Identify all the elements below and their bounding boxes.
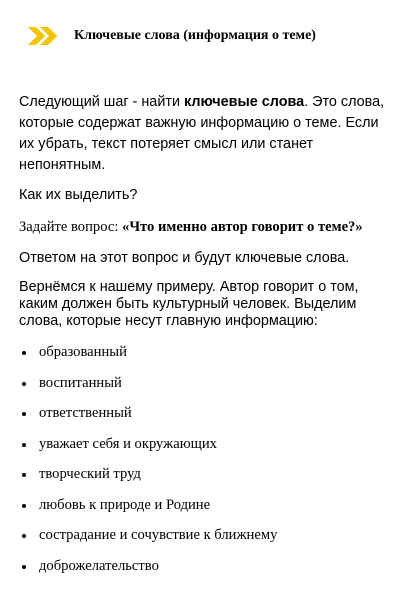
- list-item-text: уважает себя и окружающих: [39, 435, 217, 452]
- ask-paragraph: [19, 217, 395, 237]
- list-item-text: сострадание и сочувствие к ближнему: [39, 527, 278, 543]
- bullet-icon: [22, 443, 26, 447]
- intro-paragraph: [19, 92, 395, 176]
- list-item-text: любовь к природе и Родине: [39, 496, 211, 513]
- intro-keyword: ключевые слова: [183, 94, 305, 110]
- list-item-text: воспитанный: [39, 374, 122, 391]
- list-item: [19, 495, 395, 515]
- list-item-text: доброжелательство: [39, 557, 159, 574]
- ask-prefix: Задайте вопрос:: [19, 219, 123, 235]
- keyword-list: [19, 342, 395, 576]
- list-item-text: ответственный: [39, 405, 132, 421]
- bullet-icon: [22, 565, 26, 569]
- list-item: [19, 342, 395, 362]
- list-item: [19, 403, 395, 423]
- list-item: [19, 373, 395, 393]
- list-item: [19, 525, 395, 545]
- bullet-icon: [22, 504, 26, 508]
- answer-paragraph: Ответом на этот вопрос и будут ключевые слова.: [19, 250, 350, 266]
- bullet-icon: [22, 351, 26, 355]
- intro-text-start: Следующий шаг - найти: [19, 94, 184, 110]
- question-paragraph: Как их выделить?: [19, 187, 138, 203]
- bullet-icon: [22, 534, 26, 538]
- section-header: [26, 24, 396, 48]
- bullet-icon: [22, 382, 26, 386]
- list-item-text: творческий труд: [39, 466, 141, 482]
- list-item: [19, 464, 395, 484]
- list-item: [19, 556, 395, 576]
- list-item-text: образованный: [39, 344, 127, 360]
- article-body: [19, 92, 395, 586]
- example-paragraph: Вернёмся к нашему примеру. Автор говорит о том, каким должен быть культурный человек. Выделим слова, которые несут главную информацию:: [19, 279, 359, 329]
- intro-text-end: . Это слова, которые содержат важную информацию о теме. Если их убрать, текст потеряет смысл или станет непонятным.: [19, 94, 385, 173]
- ask-question: «Что именно автор говорит о теме?»: [122, 219, 363, 235]
- list-item: [19, 434, 395, 454]
- bullet-icon: [22, 412, 26, 416]
- bullet-icon: [22, 473, 26, 477]
- double-chevron-right-icon: [26, 26, 60, 46]
- section-title: Ключевые слова (информация о теме): [74, 28, 316, 43]
